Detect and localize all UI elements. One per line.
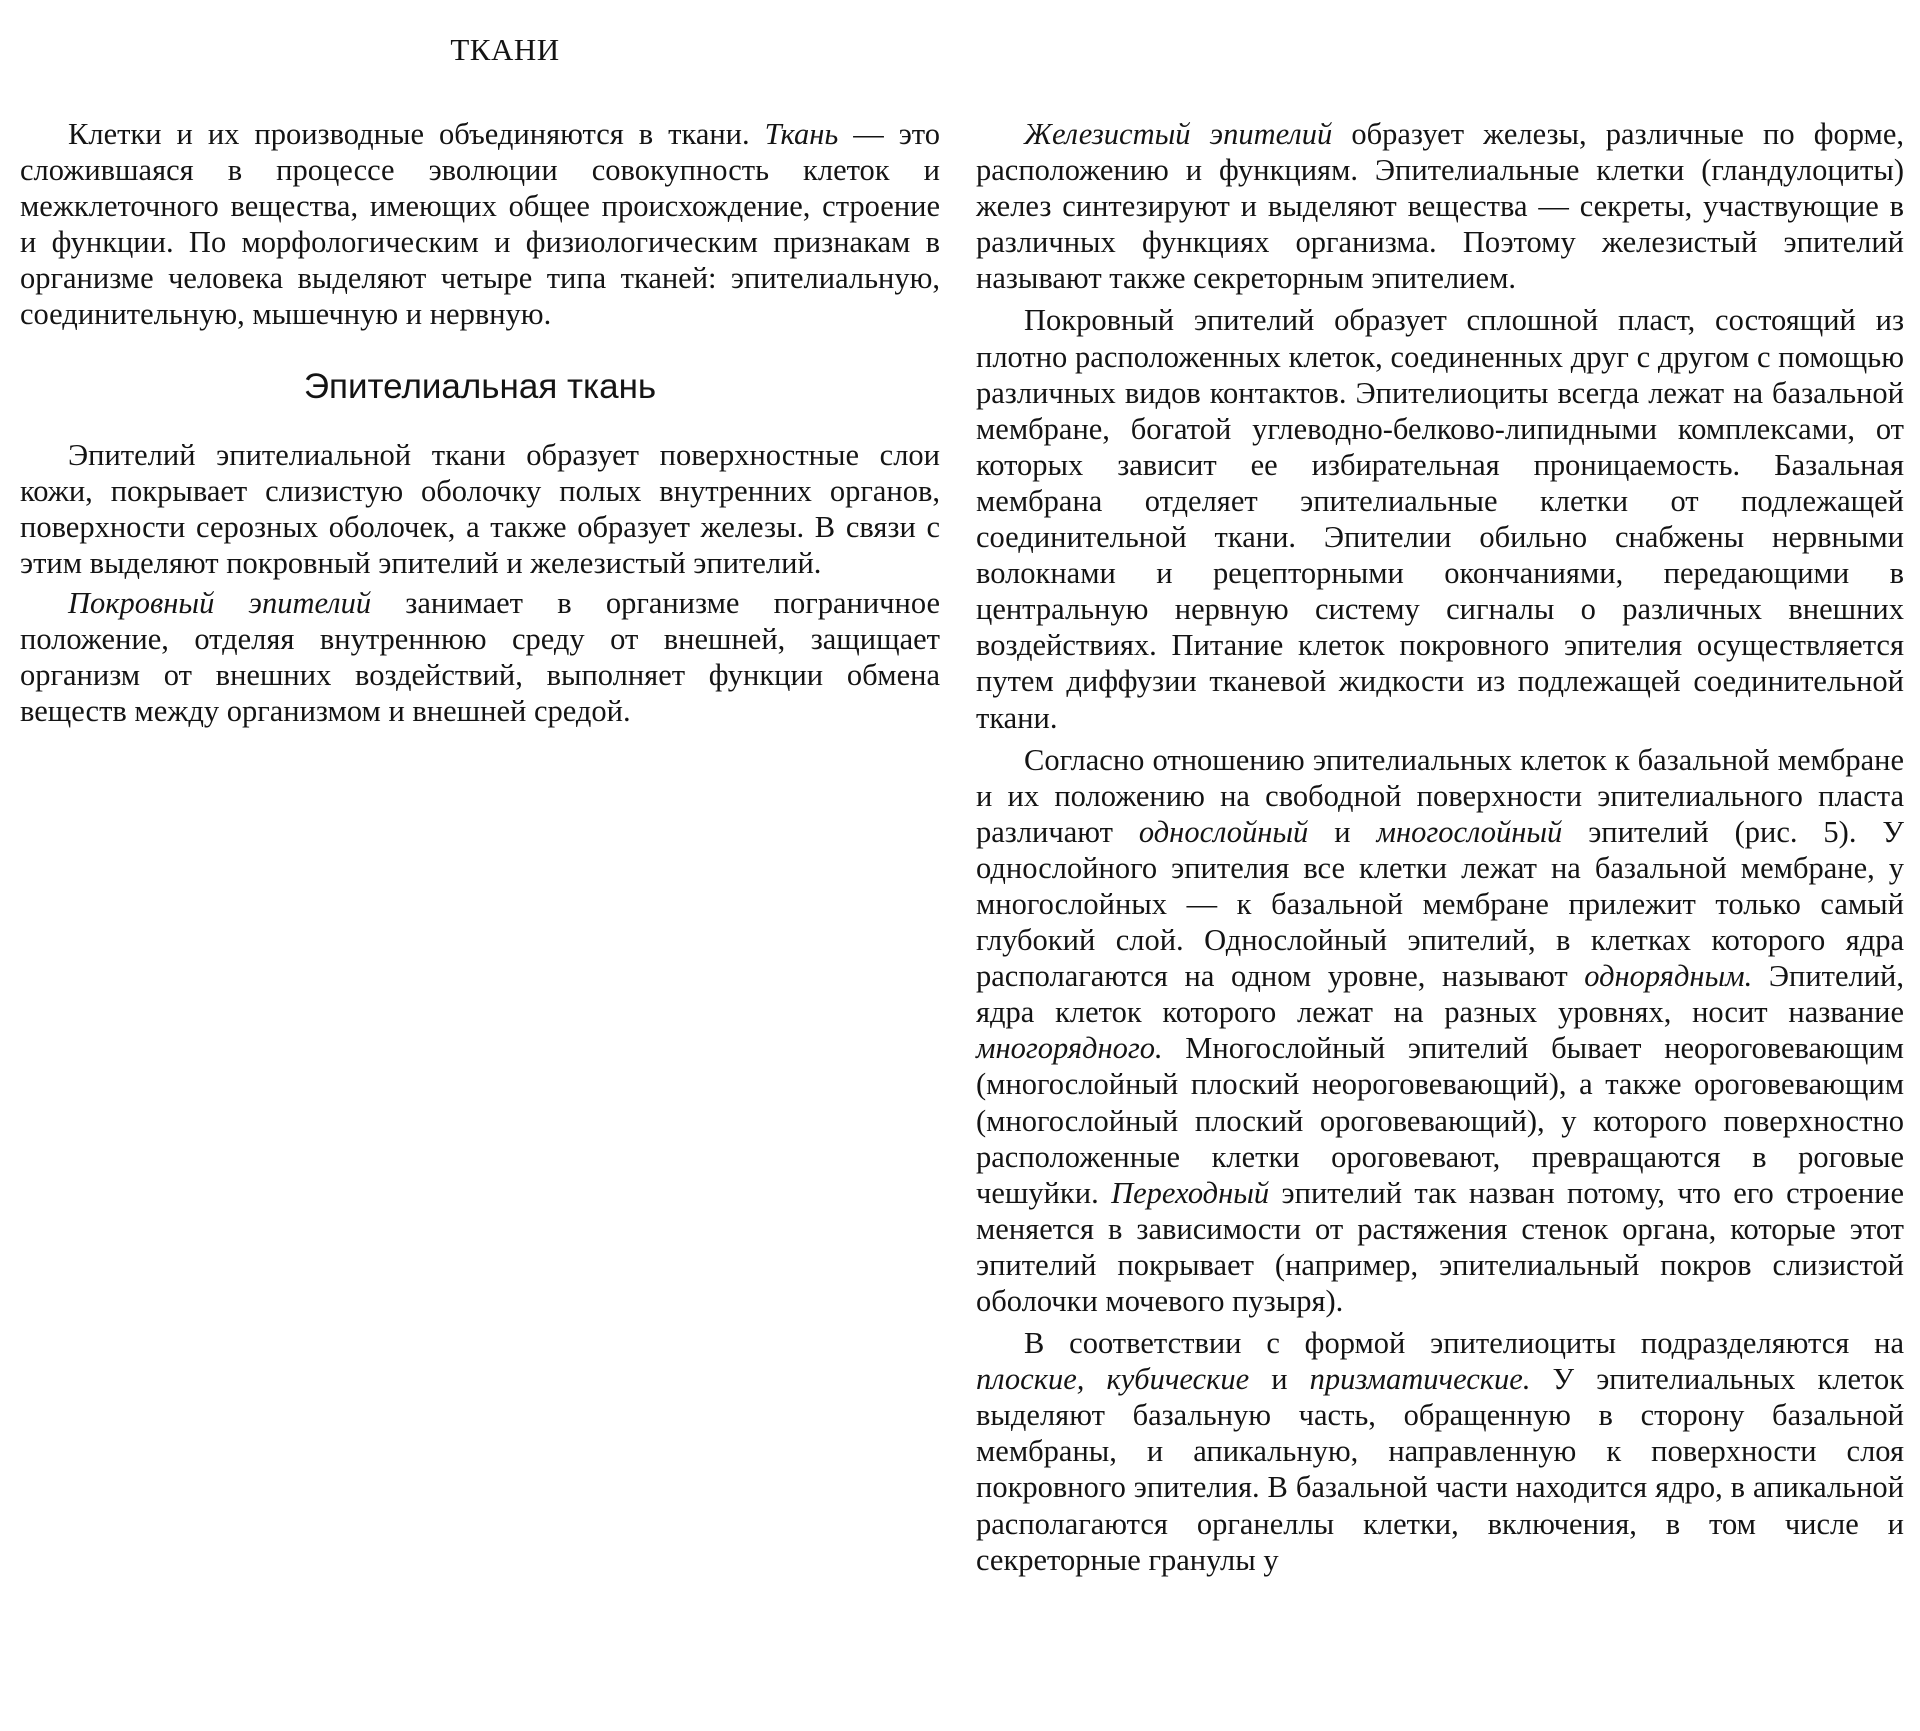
term-multi-layer: многослойный bbox=[1376, 814, 1563, 849]
intro-paragraph bbox=[20, 116, 940, 333]
covering-epithelium-text: занимает в организме пограничное положение, отделяя внутреннюю среду от внешней, защищает организм от внешних воздействий, выполняет функции обмена веществ между организмом и внешней средой. bbox=[20, 585, 940, 729]
term-tissue: Ткань bbox=[764, 117, 839, 151]
classification-text-4: Эпителий, ядра клеток которого лежат на разных уровнях, носит название bbox=[976, 959, 1904, 1030]
classification-text-2: и bbox=[1308, 814, 1377, 849]
term-multi-row: многорядного. bbox=[976, 1031, 1163, 1066]
left-column bbox=[20, 116, 940, 733]
shape-paragraph bbox=[976, 1325, 1904, 1578]
term-single-layer: однослойный bbox=[1138, 814, 1309, 849]
epithelium-paragraph: Эпителий эпителиальной ткани образует поверхностные слои кожи, покрывает слизистую оболочку полых внутренних органов, поверхности серозных оболочек, а также образует железы. В связи с этим выделяют покровный эпителий и железистый эпителий. bbox=[20, 437, 940, 580]
classification-text-5: Многослойный эпителий бывает неороговевающим (многослойный плоский неороговевающий), а также ороговевающим (многослойный плоский ороговевающий), у которого поверхностно расположенные клетки ороговевают, превращаются в роговые чешуйки. bbox=[976, 1031, 1904, 1210]
classification-text-6: эпителий так назван потому, что его строение меняется в зависимости от растяжения стенок органа, которые этот эпителий покрывает (например, эпителиальный покров слизистой оболочки мочевого пузыря). bbox=[976, 1175, 1905, 1318]
shape-text-2: и bbox=[1249, 1362, 1310, 1397]
intro-text-2: — это сложившаяся в процессе эволюции совокупность клеток и межклеточного вещества, имеющих общее происхождение, строение и функции. По морфологическим и физиологическим признакам в организме человека выделяют четыре типа тканей: эпителиальную, соединительную, мышечную и нервную. bbox=[20, 117, 940, 332]
term-single-row: однорядным. bbox=[1584, 959, 1753, 994]
classification-text-1: Согласно отношению эпителиальных клеток к базальной мембране и их положению на свободной поверхности эпителиального пласта различают bbox=[976, 742, 1904, 849]
classification-paragraph bbox=[976, 742, 1904, 1320]
classification-text-3: эпителий (рис. 5). У однослойного эпителия все клетки лежат на базальной мембране, у многослойных — к базальной мембране прилежит только самый глубокий слой. Однослойный эпителий, в клетках которого ядра располагаются на одном уровне, называют bbox=[976, 814, 1904, 994]
term-flat-cubic: плоские, кубические bbox=[976, 1362, 1250, 1397]
layer-paragraph: Покровный эпителий образует сплошной пласт, состоящий из плотно расположенных клеток, соединенных друг с другом с помощью различных видов контактов. Эпителиоциты всегда лежат на базальной мембране, богатой углеводно-белково-липидными комплексами, от которых зависит ее избирательная проницаемость. Базальная мембрана отделяет эпителиальные клетки от подлежащей соединительной ткани. Эпителии обильно снабжены нервными волокнами и рецепторными окончаниями, передающими в центральную нервную систему сигналы о различных внешних воздействиях. Питание клеток покровного эпителия осуществляется путем диффузии тканевой жидкости из подлежащей соединительной ткани. bbox=[976, 303, 1904, 735]
term-transitional: Переходный bbox=[1111, 1175, 1270, 1210]
shape-text-1: В соответствии с формой эпителиоциты подразделяются на bbox=[1024, 1326, 1904, 1361]
term-glandular-epithelium: Железистый эпителий bbox=[1024, 117, 1333, 151]
glandular-epithelium-paragraph bbox=[976, 116, 1904, 296]
glandular-epithelium-text: образует железы, различные по форме, расположению и функциям. Эпителиальные клетки (гландулоциты) желез синтезируют и выделяют вещества — секреты, участвующие в различных функциях организма. Поэтому железистый эпителий называют также секреторным эпителием. bbox=[976, 117, 1904, 296]
intro-text-1: Клетки и их производные объединяются в ткани. bbox=[68, 117, 765, 151]
running-head: ТКАНИ bbox=[450, 32, 560, 67]
shape-text-3: У эпителиальных клеток выделяют базальную часть, обращенную в сторону базальной мембраны, и апикальную, направленную к поверхности слоя покровного эпителия. В базальной части находится ядро, в апикальной располагаются органеллы клетки, включения, в том числе и секреторные гранулы у bbox=[976, 1362, 1905, 1577]
section-heading: Эпителиальная ткань bbox=[303, 366, 657, 406]
right-column bbox=[976, 116, 1904, 1584]
term-prismatic: призматические. bbox=[1309, 1362, 1531, 1397]
term-covering-epithelium: Покровный эпителий bbox=[68, 585, 372, 620]
covering-epithelium-paragraph bbox=[20, 585, 940, 729]
